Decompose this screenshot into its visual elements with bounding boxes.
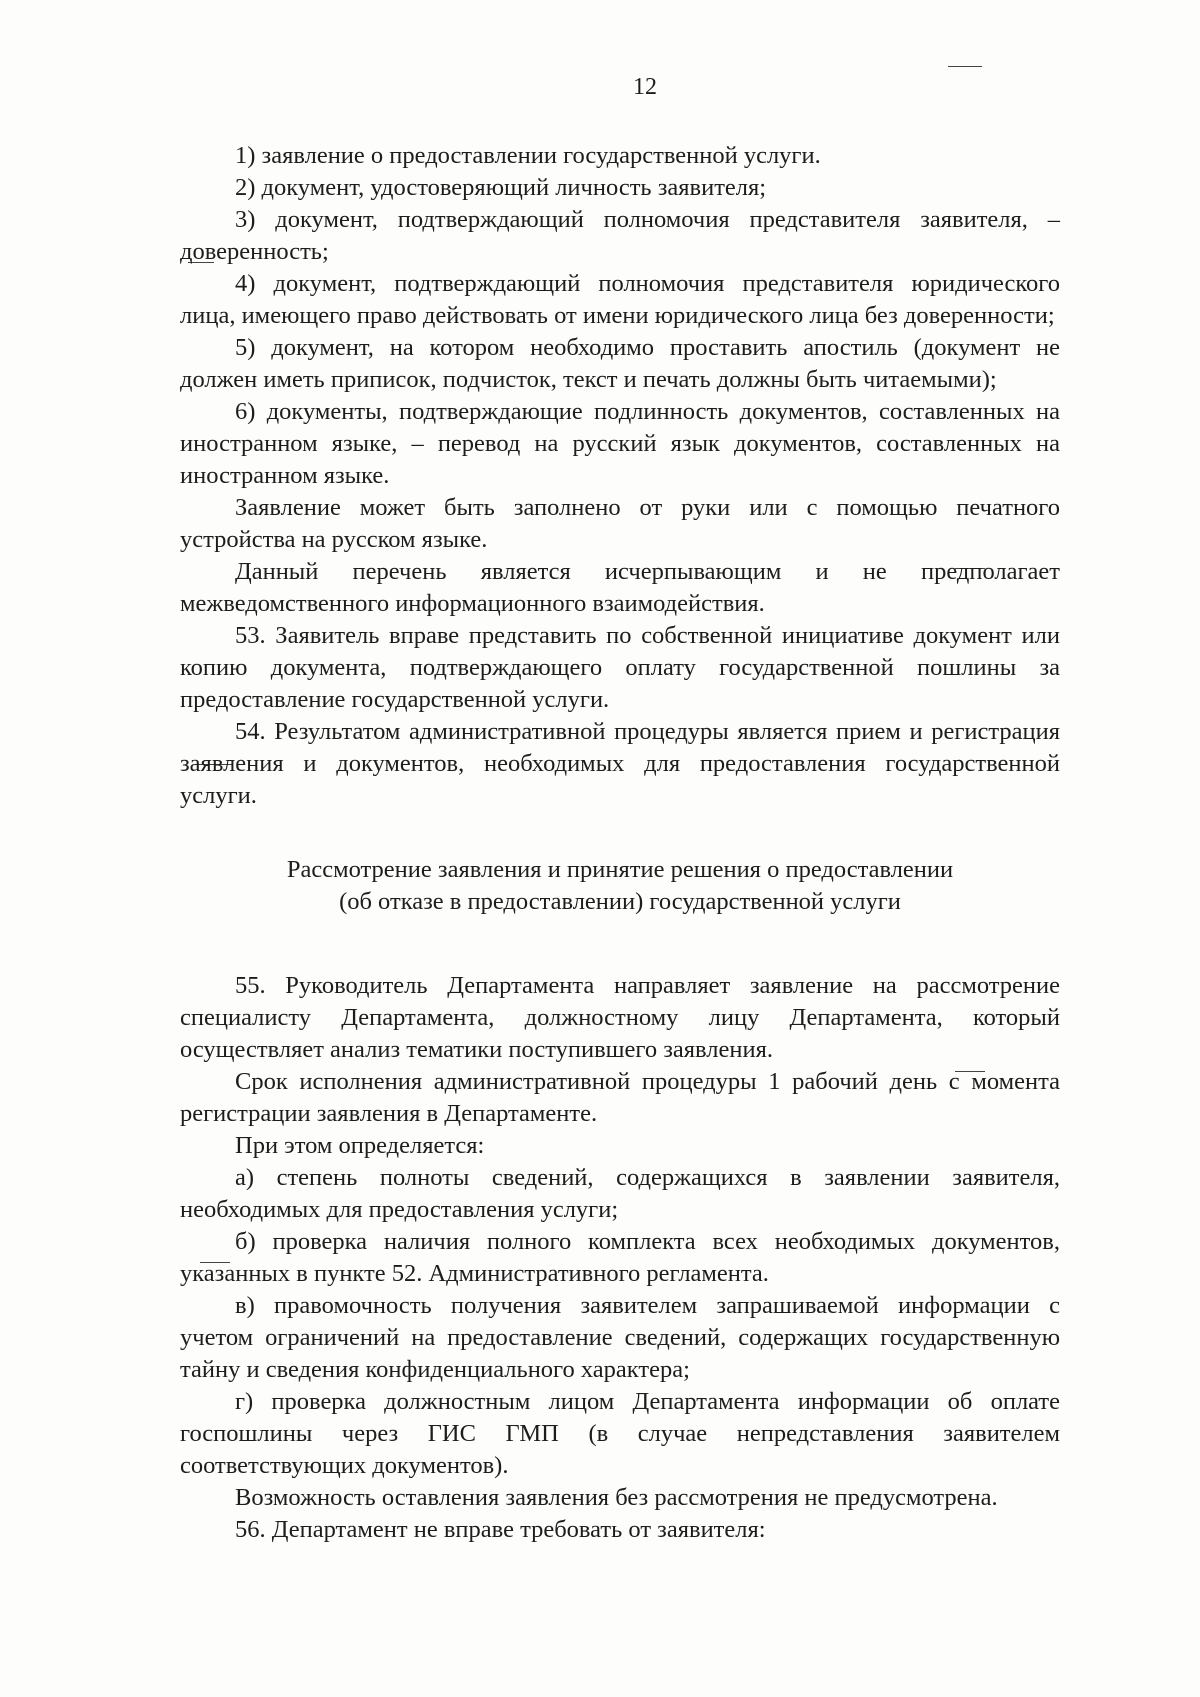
paragraph: Данный перечень является исчерпывающим и не предполагает межведомственного информационного взаимодействия. xyxy=(180,558,1060,617)
paragraph: г) проверка должностным лицом Департамента информации об оплате госпошлины через ГИС ГМП (в случае непредставления заявителем соответствующих документов). xyxy=(180,1388,1060,1479)
paragraph: 2) документ, удостоверяющий личность заявителя; xyxy=(235,174,767,201)
paragraph: При этом определяется: xyxy=(235,1132,485,1159)
scan-artifact-dash xyxy=(948,66,982,67)
paragraph: 53. Заявитель вправе представить по собственной инициативе документ или копию документа, подтверждающего оплату государственной пошлины за предоставление государственной услуги. xyxy=(180,622,1060,713)
paragraph: 56. Департамент не вправе требовать от заявителя: xyxy=(235,1516,766,1543)
paragraph: 3) документ, подтверждающий полномочия представителя заявителя, – доверенность; xyxy=(180,206,1060,265)
paragraph: 4) документ, подтверждающий полномочия представителя юридического лица, имеющего право действовать от имени юридического лица без доверенности; xyxy=(180,270,1060,329)
paragraph: 5) документ, на котором необходимо проставить апостиль (документ не должен иметь приписок, подчисток, текст и печать должны быть читаемыми); xyxy=(180,334,1060,393)
paragraph: а) степень полноты сведений, содержащихся в заявлении заявителя, необходимых для предоставления услуги; xyxy=(180,1164,1060,1223)
page-number: 12 xyxy=(633,74,657,100)
document-body xyxy=(180,140,1060,1546)
section-heading xyxy=(180,854,1060,918)
paragraph: 6) документы, подтверждающие подлинность документов, составленных на иностранном языке, – перевод на русский язык документов, составленных на иностранном языке. xyxy=(180,398,1060,489)
paragraph: 54. Результатом административной процедуры является прием и регистрация заявления и документов, необходимых для предоставления государственной услуги. xyxy=(180,718,1060,809)
section-heading-line: Рассмотрение заявления и принятие решения о предоставлении xyxy=(286,856,954,883)
paragraph: Возможность оставления заявления без рассмотрения не предусмотрена. xyxy=(235,1484,998,1511)
section-heading-line: (об отказе в предоставлении) государственной услуги xyxy=(339,888,901,915)
paragraph: Заявление может быть заполнено от руки или с помощью печатного устройства на русском языке. xyxy=(180,494,1060,553)
paragraph: Срок исполнения административной процедуры 1 рабочий день с момента регистрации заявления в Департаменте. xyxy=(180,1068,1060,1127)
paragraph: 55. Руководитель Департамента направляет заявление на рассмотрение специалисту Департамента, должностному лицу Департамента, который осуществляет анализ тематики поступившего заявления. xyxy=(180,972,1060,1063)
paragraph: в) правомочность получения заявителем запрашиваемой информации с учетом ограничений на предоставление сведений, содержащих государственную тайну и сведения конфиденциального характера; xyxy=(180,1292,1060,1383)
paragraph: 1) заявление о предоставлении государственной услуги. xyxy=(235,142,821,169)
paragraph: б) проверка наличия полного комплекта всех необходимых документов, указанных в пункте 52. Административного регламента. xyxy=(180,1228,1060,1287)
